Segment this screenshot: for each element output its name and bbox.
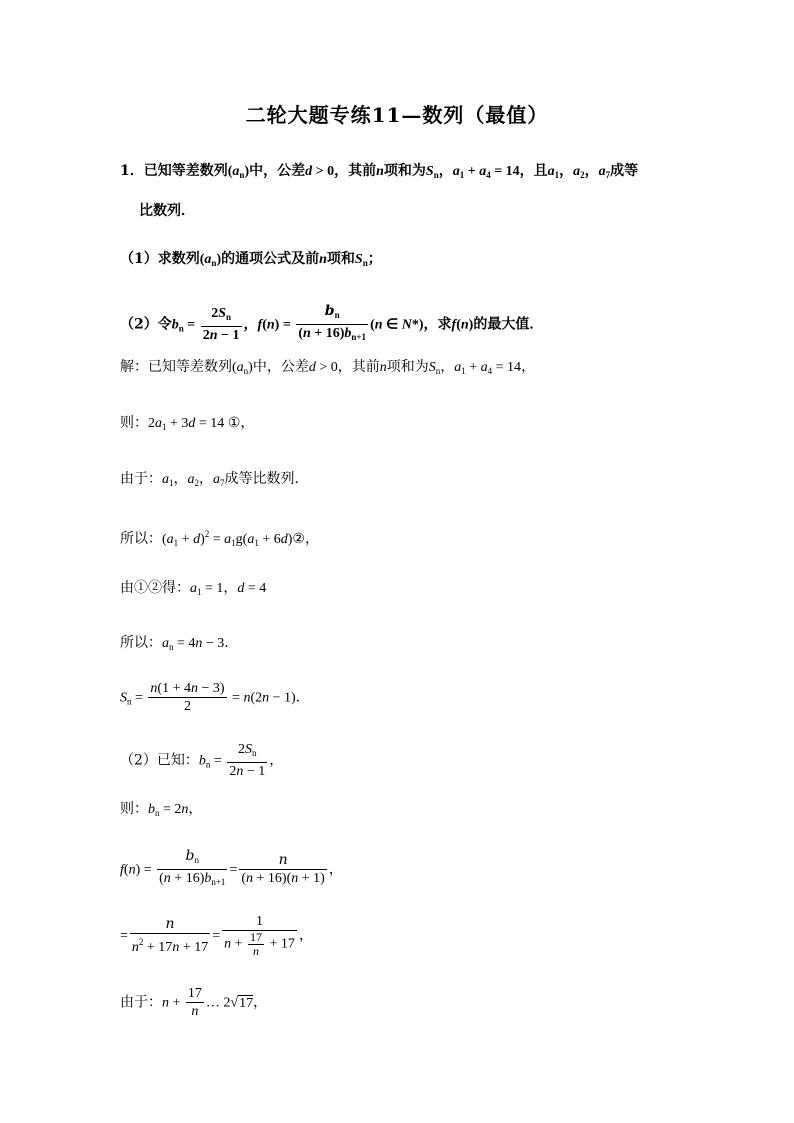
- solution-step-fn: f(n) = $\frac{b_n}{(n + 16)b_{n+1}}$ = $\frac{n}{(n + 16)(n + 1)}$ ，: [120, 848, 343, 887]
- solution-step-then: 则：$2a_1 + 3d = 14$ ①，: [120, 415, 255, 432]
- problem-number: 1．: [120, 163, 144, 179]
- solution-step-sn: $S_n$ = $\frac{n(1 + 4n - 3)}{2}$ = n(2n − 1)．: [120, 681, 310, 714]
- page-title: 二轮大题专练11—数列（最值）: [245, 103, 549, 127]
- solution-step-an: 所以：$a_n = 4n - 3$．: [120, 635, 239, 652]
- solution-intro: 解：已知等差数列$(a_n)$中，公差d > 0，其前n项和为$S_n$，$a_1 + a_4 = 14$，: [120, 359, 536, 376]
- solution-step-bn: 则：$b_n = 2n$，: [120, 801, 203, 818]
- solution-step-so: 所以：$(a_1 + d)^2 = a_1g(a_1$ + 6d)②，: [120, 529, 319, 548]
- problem-part-1: （1）求数列$(a_n)$的通项公式及前n项和$S_n$；: [120, 251, 382, 268]
- solution-step-from: 由①②得：$a_1 = 1$，d = 4: [120, 580, 267, 597]
- problem-part-2: （2）令$b_n$ = $\frac{2S_n}{2n - 1}$ ，f(n) = $\frac{b_n}{(n + 16)b_{n+1}}$ (n ∈ N*)，求f(n)的最大值．: [120, 303, 544, 343]
- solution-step-ineq: 由于：n + $\frac{17}{n}$ … 2√17，: [120, 986, 268, 1019]
- solution-step-because: 由于：$a_1$，$a_2$，$a_7$成等比数列．: [120, 471, 309, 488]
- solution-step-fn-2: = $\frac{n}{n^2 + 17n + 17}$ = 1 n + $\frac{17}{n}$ + 17 ，: [120, 914, 313, 958]
- problem-line-2: 比数列．: [139, 203, 195, 219]
- solution-part-2: （2）已知：$b_n$ = $\frac{2S_n}{2n - 1}$ ，: [120, 742, 284, 779]
- problem-line-1: 1．已知等差数列$(a_n)$中，公差d > 0，其前n项和为$S_n$，$a_1 + a_4 = 14$，且$a_1$，$a_2$，$a_7$成等: [120, 163, 639, 180]
